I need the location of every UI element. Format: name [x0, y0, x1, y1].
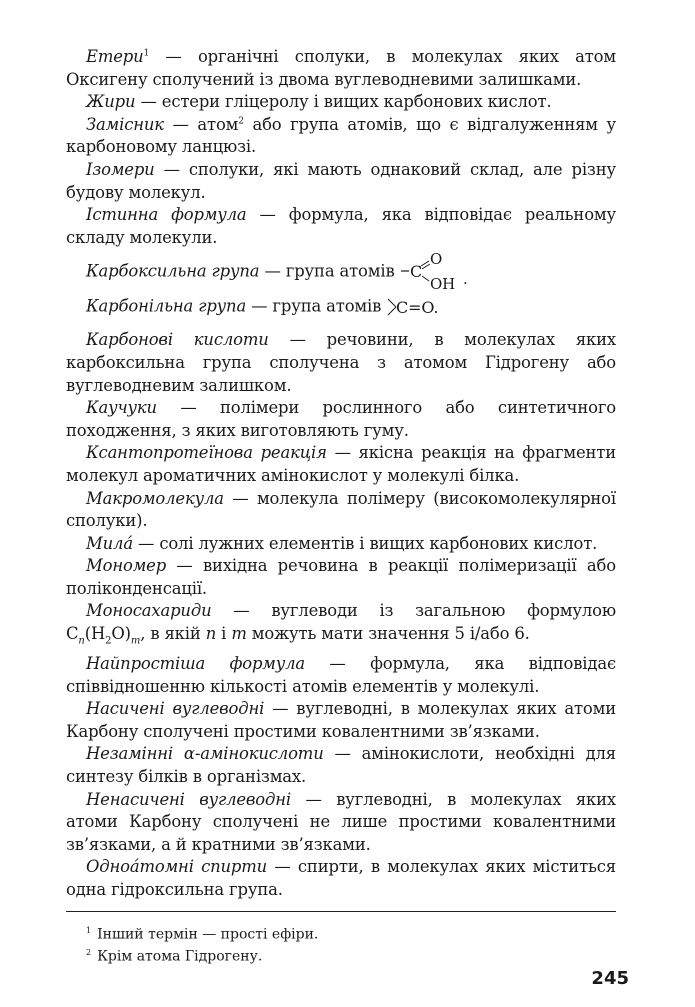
definition: — речовини, в молекулах яких карбоксильна група сполучена з атомом Гідрогену або вуглеводневим залишком.: [66, 330, 617, 395]
definition: — амінокислоти, необхідні для синтезу білків в організмах.: [66, 744, 616, 786]
definition: — вихідна речовина в реакції полімеризації або поліконденсації.: [66, 556, 616, 598]
glossary-entry: [66, 397, 616, 442]
definition: — група атомів: [246, 296, 387, 316]
term: Макромолекула: [86, 488, 224, 508]
general-formula: $C_n(H_2O)_m$: [66, 624, 141, 647]
definition: — естери гліцеролу і вищих карбонових кислот.: [135, 92, 552, 112]
svg-text:OH: OH: [429, 275, 455, 292]
footnotes: [86, 922, 318, 965]
definition: — атом: [163, 114, 239, 134]
term: Замісник: [86, 114, 164, 134]
page-number: 245: [591, 968, 629, 989]
definition: — група атомів: [259, 261, 400, 281]
term: Незамінні α-амінокислоти: [86, 744, 324, 764]
carbonyl-group-formula: [386, 295, 452, 319]
glossary-entry: [66, 204, 616, 249]
definition: — полімери рослинного або синтетичного походження, з яких виготовляють гуму.: [66, 398, 616, 440]
definition: — молекула полімеру (високомолекулярної сполуки).: [66, 488, 616, 531]
glossary-entry: [66, 442, 616, 487]
definition: — формула, яка відповідає співвідношенню кількості атомів елементів у молекулі.: [66, 653, 616, 696]
definition: — вуглеводні, в молекулах яких атоми Карбону сполучені не лише простими ковалентними зв’язками, а й кратними зв’язками.: [66, 789, 616, 854]
definition: — вуглеводи із загальною формулою: [211, 601, 616, 621]
glossary-entry: [66, 555, 616, 600]
term: Мономер: [86, 556, 167, 576]
glossary-entry: [66, 295, 616, 319]
footnote-ref: 1: [143, 48, 150, 59]
definition: — сполуки, які мають однаковий склад, але різну будову молекул.: [66, 159, 616, 202]
glossary-entry: [66, 91, 616, 114]
glossary-page: [66, 46, 616, 901]
definition: або група атомів, що є відгалуженням у карбоновому ланцюзі.: [66, 114, 617, 157]
svg-text:C=O.: C=O.: [396, 298, 439, 318]
footnote-divider: [66, 911, 616, 912]
svg-text:.: .: [462, 270, 468, 289]
glossary-entry: [66, 329, 616, 397]
term: Одноа́томні спирти: [86, 857, 268, 877]
term: Мила́: [86, 533, 133, 553]
definition: — органічні сполуки, в молекулах яких атом Оксигену сполучений із двома вуглеводневими залишками.: [66, 47, 616, 89]
term: Етери: [86, 47, 144, 66]
definition: — формула, яка відповідає реальному складу молекули.: [66, 205, 616, 247]
glossary-entry: [66, 114, 616, 159]
glossary-entry: [66, 856, 616, 901]
carboxyl-group-formula: [400, 251, 470, 291]
glossary-entry: [66, 653, 616, 698]
term: Моносахариди: [86, 601, 212, 621]
footnote-ref: 2: [238, 116, 244, 127]
glossary-entry: [66, 533, 616, 556]
term: Каучуки: [86, 398, 157, 418]
term: Карбонові кислоти: [86, 330, 269, 350]
glossary-entry: [66, 46, 616, 91]
glossary-entry: [66, 698, 616, 743]
definition: — солі лужних елементів і вищих карбонових кислот.: [132, 533, 598, 553]
glossary-entry: [66, 159, 616, 204]
term: Жири: [86, 92, 136, 112]
term: Найпростіша формула: [86, 653, 306, 673]
term: Ксантопротеїнова реакція: [86, 443, 327, 463]
term: Карбонільна група: [86, 296, 247, 316]
term: Карбоксильна група: [86, 261, 260, 281]
footnote: $^2$ Крім атома Гідрогену.: [86, 947, 263, 965]
glossary-entry: [66, 789, 616, 857]
glossary-entry: [66, 251, 616, 292]
footnote: $^1$ Інший термін — прості ефіри.: [86, 926, 319, 943]
definition: — вуглеводні, в молекулах яких атоми Карбону сполучені простими ковалентними зв’язками.: [66, 699, 616, 741]
term: Насичені вуглеводні: [86, 699, 265, 719]
term: Істинна формула: [86, 205, 247, 225]
term: Ізомери: [86, 159, 155, 179]
svg-text:C: C: [409, 262, 422, 282]
definition: — спирти, в молекулах яких міститься одна гідроксильна група.: [66, 857, 616, 899]
svg-text:O: O: [429, 251, 442, 269]
glossary-entry: [66, 743, 616, 788]
glossary-entry: Моносахариди — вуглеводи із загальною формулою $C_n(H_2O)_m$, в якій n і m можуть мати значення 5 і/або 6.: [66, 601, 616, 647]
glossary-entry: [66, 488, 616, 533]
term: Ненасичені вуглеводні: [86, 789, 292, 809]
definition: — якісна реакція на фрагменти молекул ароматичних амінокислот у молекулі білка.: [66, 443, 616, 485]
